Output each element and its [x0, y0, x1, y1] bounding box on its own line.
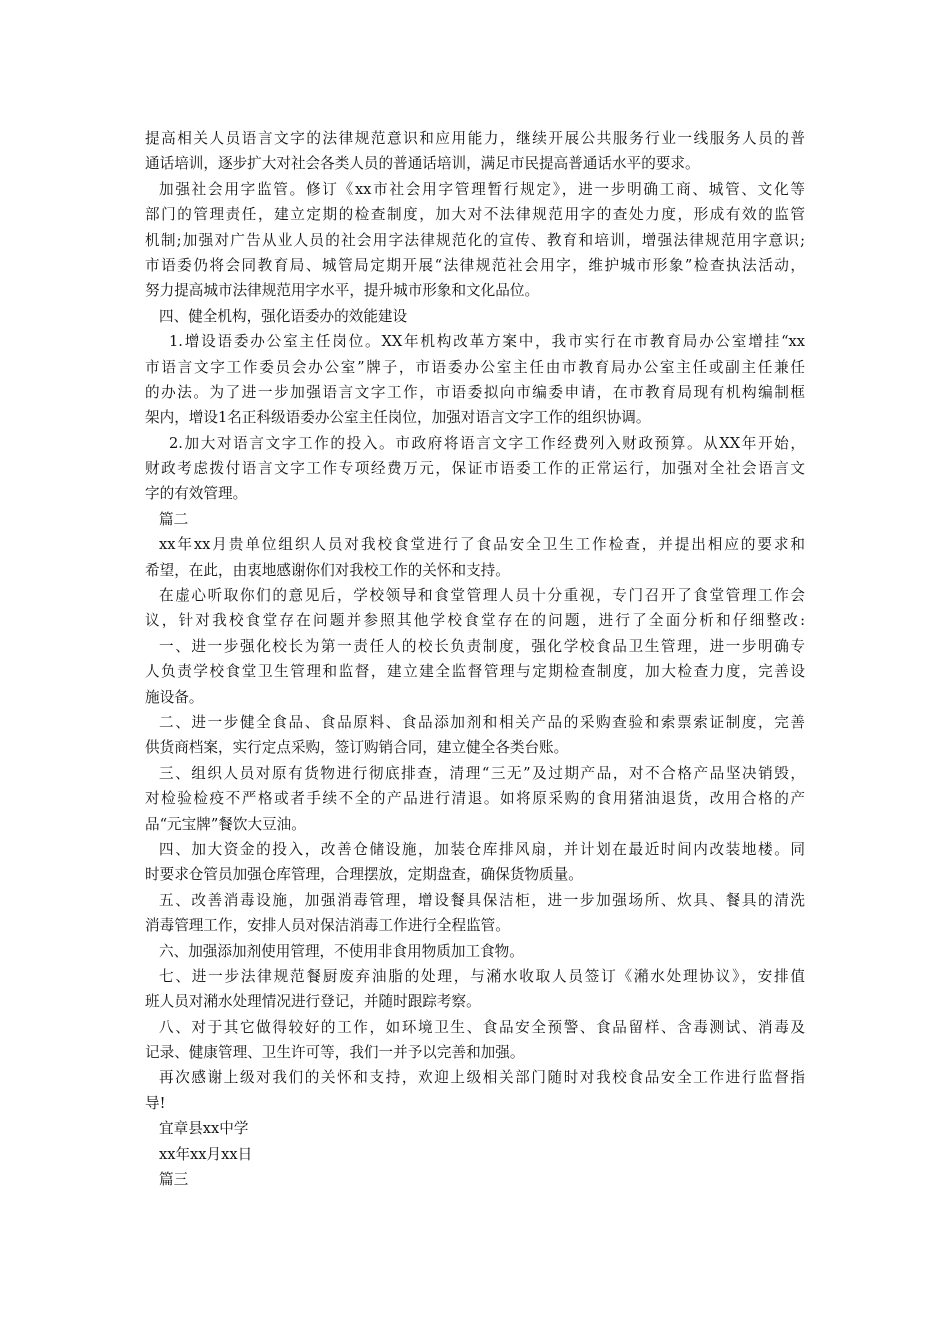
body-line: 再次感谢上级对我们的关怀和支持，欢迎上级相关部门随时对我校食品安全工作进行监督指	[159, 1069, 805, 1087]
body-line: 一、进一步强化校长为第一责任人的校长负责制度，强化学校食品卫生管理，进一步明确专	[159, 637, 805, 655]
body-line: 品“元宝牌”餐饮大豆油。	[145, 815, 306, 833]
body-line: 三、组织人员对原有货物进行彻底排查，清理“三无”及过期产品，对不合格产品坚决销毁，	[159, 764, 805, 782]
body-line: 部门的管理责任，建立定期的检查制度，加大对不法律规范用字的查处力度，形成有效的监管	[145, 206, 805, 224]
body-line: 通话培训，逐步扩大对社会各类人员的普通话培训，满足市民提高普通话水平的要求。	[145, 155, 700, 173]
body-line: 在虚心听取你们的意见后，学校领导和食堂管理人员十分重视，专门召开了食堂管理工作会	[159, 587, 805, 605]
body-line: 的办法。为了进一步加强语言文字工作，市语委拟向市编委申请，在市教育局现有机构编制框	[145, 383, 805, 401]
body-line: 施设备。	[145, 688, 204, 706]
body-line: 字的有效管理。	[145, 485, 248, 503]
section-heading: 篇二	[159, 510, 189, 528]
body-line: 记录、健康管理、卫生许可等，我们一并予以完善和加强。	[145, 1044, 525, 1062]
body-line: 八、对于其它做得较好的工作，如环境卫生、食品安全预警、食品留样、含毒测试、消毒及	[159, 1018, 805, 1036]
body-line: 努力提高城市法律规范用字水平，提升城市形象和文化品位。	[145, 282, 540, 300]
body-line: 市语委仍将会同教育局、城管局定期开展“法律规范社会用字，维护城市形象”检查执法活动，	[145, 256, 805, 274]
body-line: 2.加大对语言文字工作的投入。市政府将语言文字工作经费列入财政预算。从XX年开始，	[169, 434, 805, 452]
body-line: 时要求仓管员加强仓库管理，合理摆放，定期盘查，确保货物质量。	[145, 866, 583, 884]
body-line: 议，针对我校食堂存在问题并参照其他学校食堂存在的问题，进行了全面分析和仔细整改:	[145, 612, 805, 630]
body-line: 消毒管理工作，安排人员对保洁消毒工作进行全程监管。	[145, 917, 510, 935]
body-line: 财政考虑拨付语言文字工作专项经费万元，保证市语委工作的正常运行，加强对全社会语言文	[145, 460, 805, 478]
body-line: 1.增设语委办公室主任岗位。XX年机构改革方案中，我市实行在市教育局办公室增挂“xx	[169, 333, 805, 351]
body-line: 六、加强添加剂使用管理，不使用非食用物质加工食物。	[159, 942, 524, 960]
body-line: xx年xx月贵单位组织人员对我校食堂进行了食品安全卫生工作检查，并提出相应的要求和	[159, 536, 805, 554]
body-line: 机制;加强对广告从业人员的社会用字法律规范化的宣传、教育和培训，增强法律规范用字意识;	[145, 231, 805, 249]
body-line: 对检验检疫不严格或者手续不全的产品进行清退。如将原采购的食用猪油退货，改用合格的产	[145, 790, 805, 808]
body-line: 五、改善消毒设施，加强消毒管理，增设餐具保洁柜，进一步加强场所、炊具、餐具的清洗	[159, 891, 805, 909]
body-line: 加强社会用字监管。修订《xx市社会用字管理暂行规定》，进一步明确工商、城管、文化等	[159, 180, 805, 198]
signature-name: 宜章县xx中学	[159, 1120, 249, 1138]
body-line: 七、进一步法律规范餐厨废弃油脂的处理，与潲水收取人员签订《潲水处理协议》，安排值	[159, 967, 805, 985]
body-line: 人负责学校食堂卫生管理和监督，建立建全监督管理与定期检查制度，加大检查力度，完善设	[145, 663, 805, 681]
body-line: 导!	[145, 1094, 166, 1112]
body-line: 供货商档案，实行定点采购，签订购销合同，建立健全各类台账。	[145, 739, 569, 757]
body-line: 希望，在此，由衷地感谢你们对我校工作的关怀和支持。	[145, 561, 510, 579]
section-heading: 篇三	[159, 1171, 189, 1189]
body-line: 四、加大资金的投入，改善仓储设施，加装仓库排风扇，并计划在最近时间内改装地楼。同	[159, 840, 805, 858]
body-line: 市语言文字工作委员会办公室”牌子，市语委办公室主任由市教育局办公室主任或副主任兼任	[145, 358, 805, 376]
body-line: 二、进一步健全食品、食品原料、食品添加剂和相关产品的采购查验和索票索证制度，完善	[159, 713, 805, 731]
section-heading: 四、健全机构，强化语委办的效能建设	[159, 307, 408, 325]
document-page	[145, 126, 805, 1192]
body-line: 架内，增设1名正科级语委办公室主任岗位，加强对语言文字工作的组织协调。	[145, 409, 651, 427]
body-line: 班人员对潲水处理情况进行登记，并随时跟踪考察。	[145, 993, 481, 1011]
signature-date: xx年xx月xx日	[159, 1145, 253, 1163]
body-line: 提高相关人员语言文字的法律规范意识和应用能力，继续开展公共服务行业一线服务人员的普	[145, 130, 805, 147]
